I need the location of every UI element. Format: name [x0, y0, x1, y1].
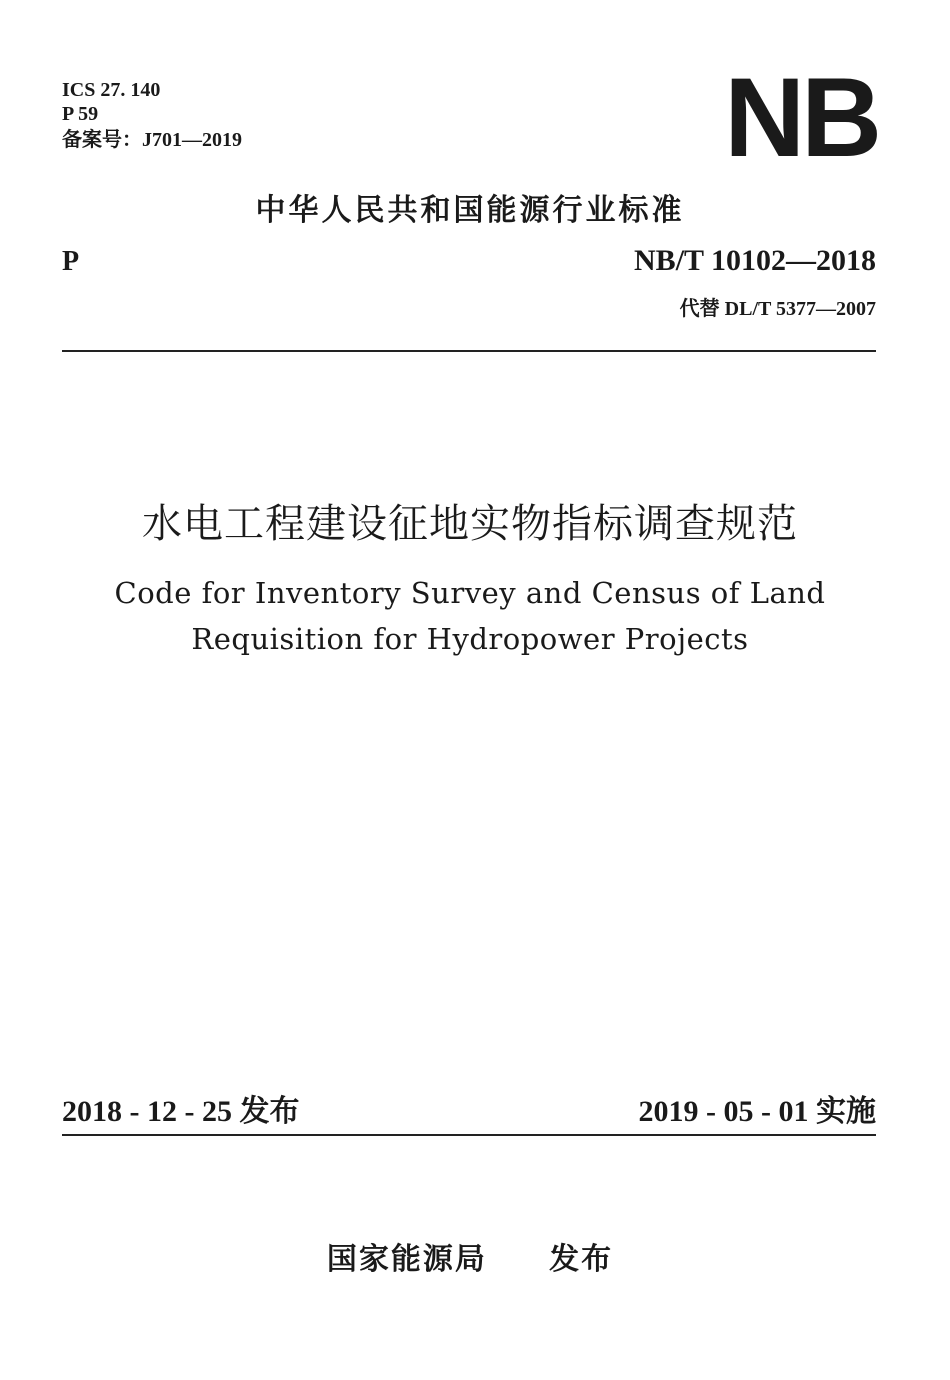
standard-number: NB/T 10102—2018	[634, 244, 876, 277]
nb-logo: NB	[724, 55, 878, 180]
publisher: 国家能源局 发布	[326, 1242, 614, 1277]
document-title-english-line-2: Requisition for Hydropower Projects	[191, 622, 749, 656]
document-title-chinese: 水电工程建设征地实物指标调查规范	[142, 501, 798, 547]
top-divider	[62, 350, 876, 352]
classification-code: P 59	[62, 103, 99, 125]
record-number: 备案号：J701—2019	[62, 129, 242, 151]
replaces-standard: 代替 DL/T 5377—2007	[679, 298, 876, 320]
class-letter: P	[62, 246, 80, 277]
implementation-date: 2019 - 05 - 01 实施	[638, 1095, 876, 1128]
ics-code: ICS 27. 140	[62, 79, 161, 101]
document-title-english-line-1: Code for Inventory Survey and Census of Land	[114, 576, 826, 610]
bottom-divider	[62, 1134, 876, 1136]
industry-standard-title: 中华人民共和国能源行业标准	[255, 193, 685, 228]
issue-date: 2018 - 12 - 25 发布	[62, 1095, 300, 1128]
